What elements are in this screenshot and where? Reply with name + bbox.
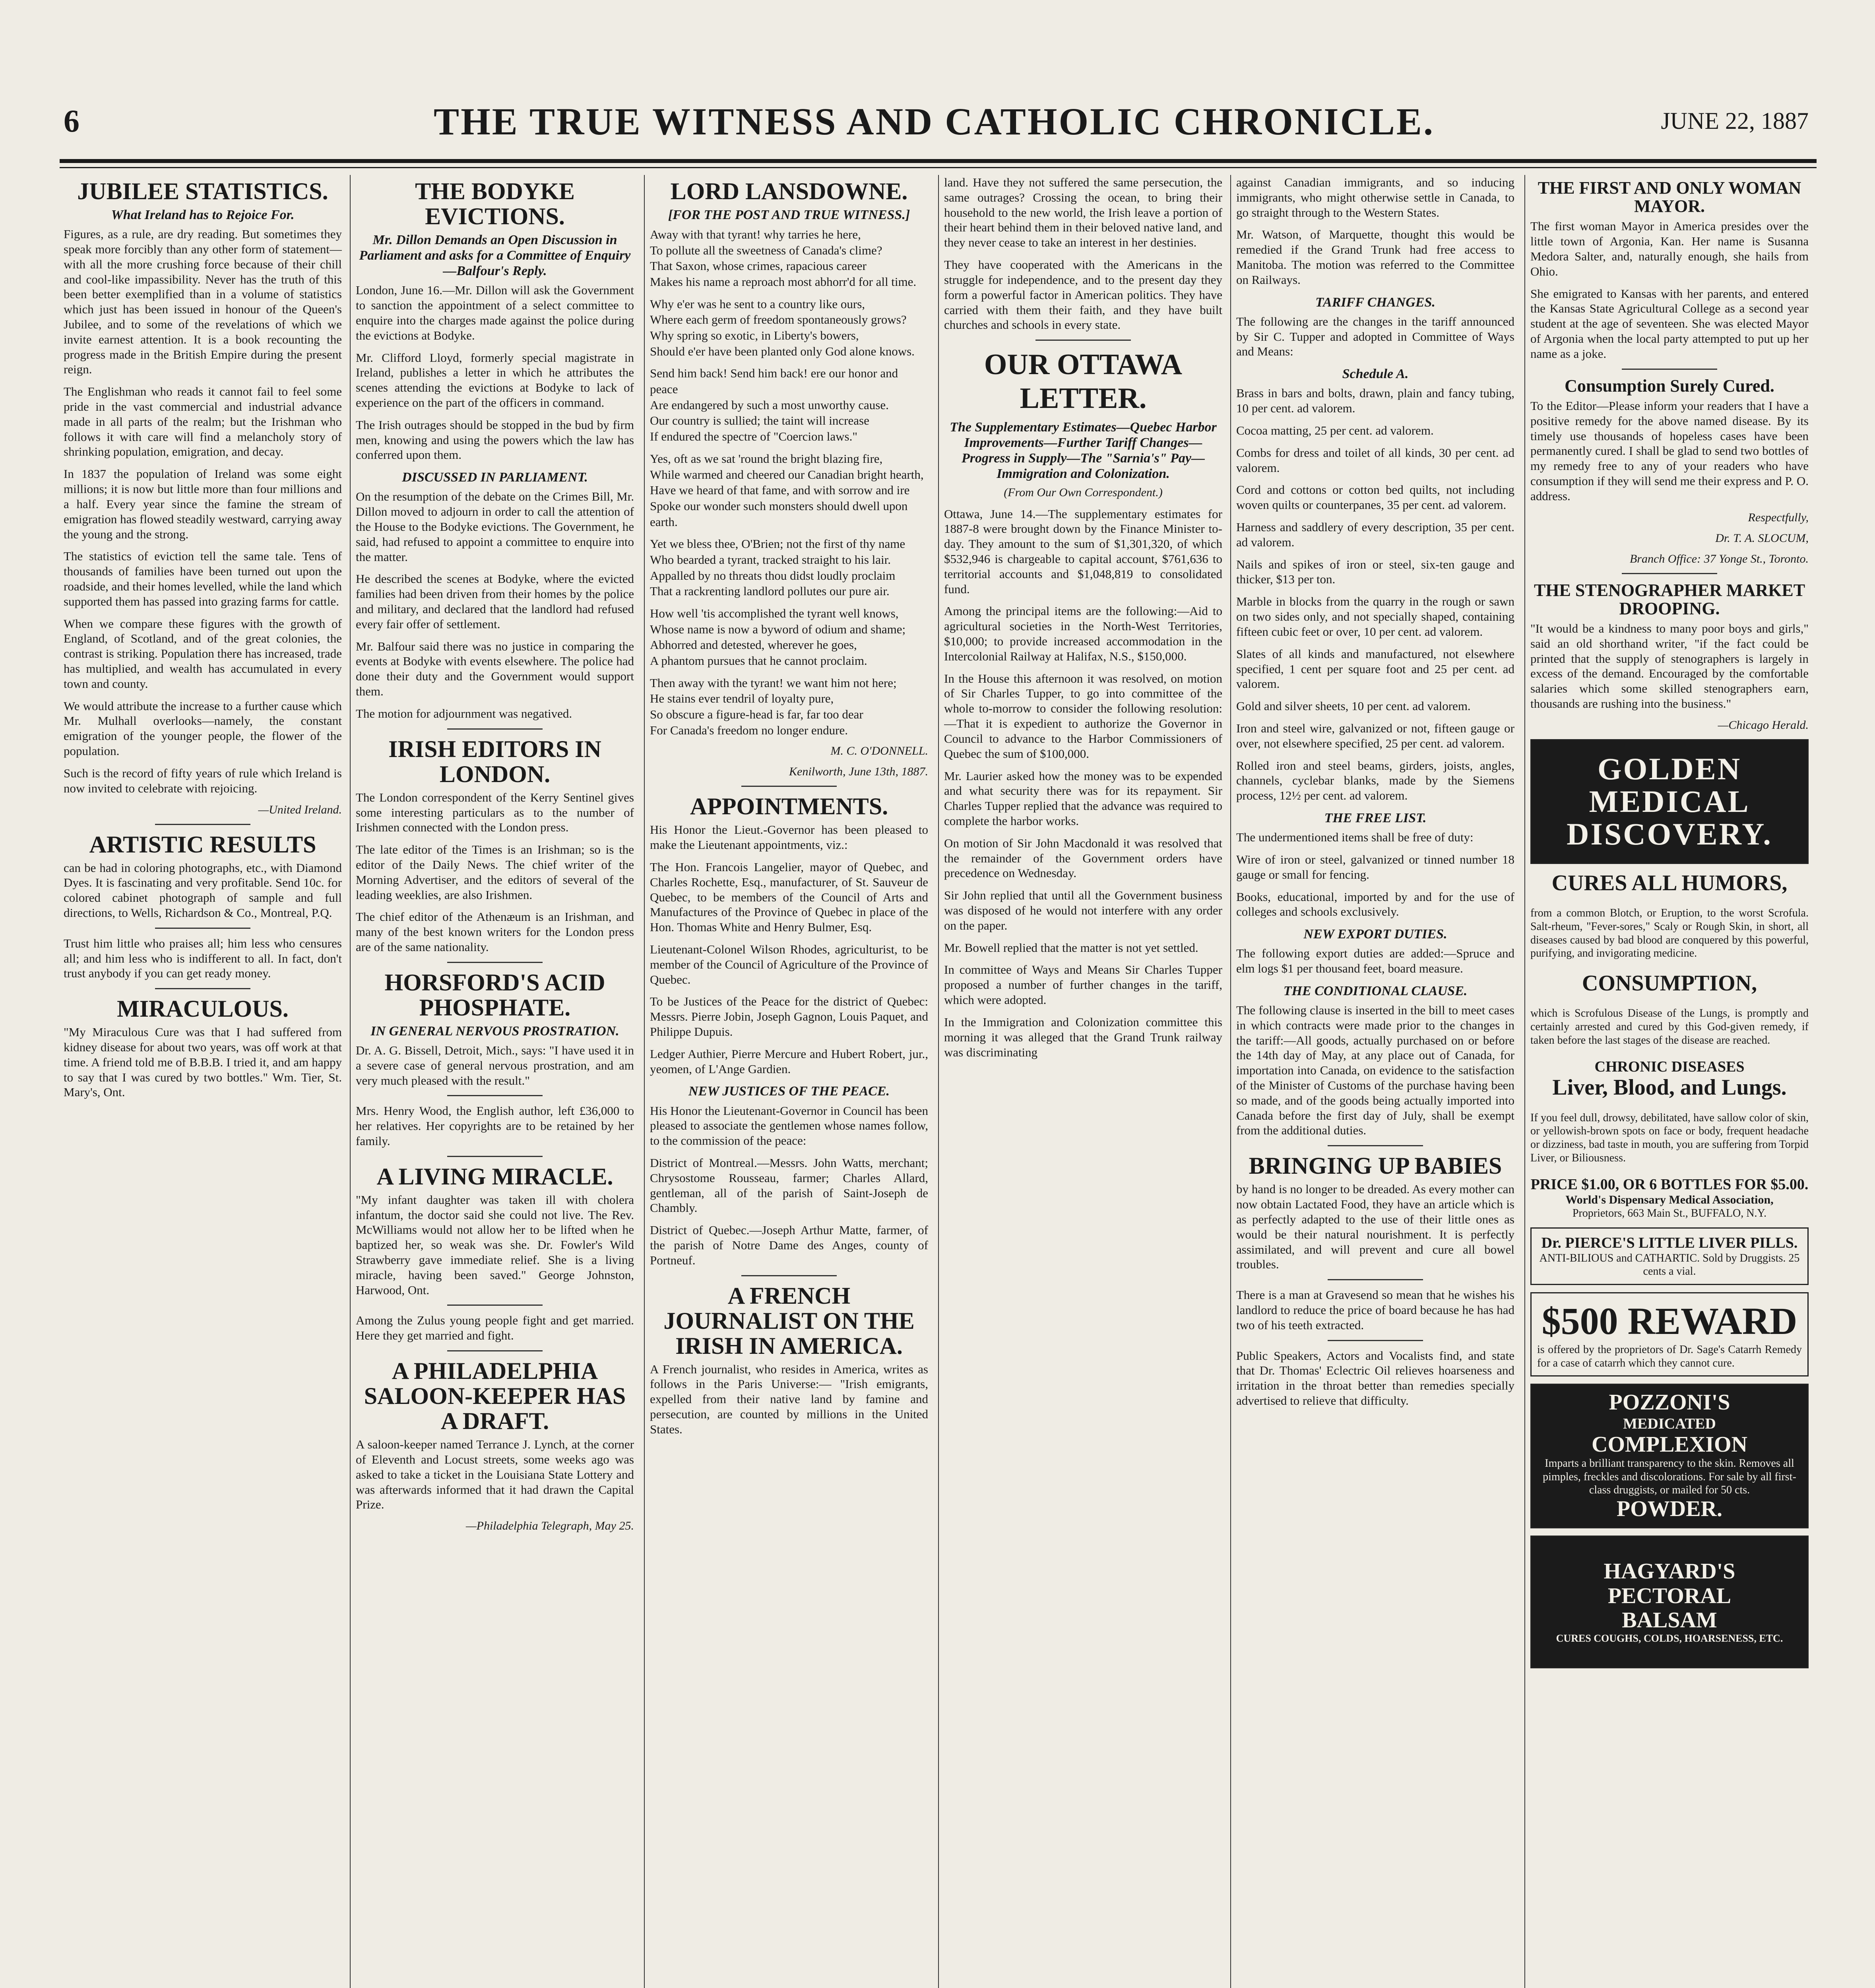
article-paragraph: The statistics of eviction tell the same tale. Tens of thousands of families have been turned out upon the roadside, and their homes levelled, while the land which supported them has passed into grazing farms for cattle. (64, 549, 342, 608)
article-paragraph: When we compare these figures with the growth of England, of Scotland, and of the great colonies, the contrast is striking. Population there has increased, trade has multiplied, and wealth has accumulated in every town and county. (64, 616, 342, 691)
poem-stanza: Then away with the tyrant! we want him not here; He stains ever tendril of loyalty pure, So obscure a figure-head is far, far too dear For Canada's freedom no longer endure. (650, 676, 897, 737)
article-subhead: [FOR THE POST AND TRUE WITNESS.] (668, 208, 910, 222)
column-rule (1524, 175, 1525, 1988)
article-paragraph: In the House this afternoon it was resolved, on motion of Sir Charles Tupper, to go into committee of the whole to-morrow to consider the following resolution:—That it is expedient to authorize the Governor in Council to advance to the Harbor Commissioners of Quebec the sum of $100,000. (944, 671, 1222, 761)
article-paragraph: The first woman Mayor in America presides over the little town of Argonia, Kan. Her name is Susanna Medora Salter, and, naturally enough, she hails from Ohio. (1530, 219, 1809, 278)
ad-text: which is Scrofulous Disease of the Lungs, is promptly and certainly arrested and cured by this God-given remedy, if taken before the last stages of the disease are reached. (1530, 1007, 1809, 1046)
section-heading: NEW EXPORT DUTIES. (1303, 927, 1447, 942)
article-paragraph: London, June 16.—Mr. Dillon will ask the Government to sanction the appointment of a select committee to enquire into the charges made against the police during the evictions at Bodyke. (356, 283, 634, 342)
ad-text: Imparts a brilliant transparency to the skin. Removes all pimples, freckles and discolorations. For sale by all first-class druggists, or mailed for 50 cts. (1543, 1457, 1796, 1497)
section-heading: DISCUSSED IN PARLIAMENT. (402, 470, 588, 485)
article-paragraph: Books, educational, imported by and for the use of colleges and schools exclusively. (1236, 889, 1514, 919)
section-heading: THE CONDITIONAL CLAUSE. (1283, 983, 1468, 998)
article-source: —United Ireland. (258, 803, 342, 816)
section-heading: NEW JUSTICES OF THE PEACE. (688, 1084, 890, 1099)
article-paragraph: They have cooperated with the Americans in the struggle for independence, and to the present day they form a powerful factor in American politics. They have carried with them their faith, and they have built churches and schools in every state. (944, 258, 1222, 332)
page-number: 6 (64, 104, 79, 139)
article-headline: APPOINTMENTS. (690, 793, 888, 820)
article-headline: ARTISTIC RESULTS (89, 831, 316, 858)
ad-title-line: HAGYARD'S (1604, 1559, 1735, 1584)
poem-stanza: Why e'er was he sent to a country like ours, Where each germ of freedom spontaneously grows? Why spring so exotic, in Liberty's bowers, Should e'er have been planted only God alone knows. (650, 297, 915, 358)
article-headline: IRISH EDITORS IN LONDON. (388, 736, 601, 787)
article-headline: BRINGING UP BABIES (1249, 1153, 1502, 1179)
article-paragraph: His Honor the Lieutenant-Governor in Council has been pleased to associate the gentlemen whose names follow, to the commission of the peace: (650, 1103, 928, 1148)
article-paragraph: land. Have they not suffered the same persecution, the same outrages? Crossing the ocean, to bring their household to the new world, the Irish leave a portion of their heart behind them in their beloved native land, and they never cease to take an interest in her destinies. (944, 175, 1222, 250)
hagyard-balsam-ad (1530, 1536, 1809, 1668)
divider (447, 1305, 543, 1306)
article-paragraph: Mr. Clifford Lloyd, formerly special magistrate in Ireland, publishes a letter in which he attributes the scenes attending the evictions at Bodyke to lack of experience on the part of the officers in command. (356, 350, 634, 410)
ad-title-line: MEDICAL (1589, 784, 1750, 819)
article-headline: A FRENCH JOURNALIST ON THE IRISH IN AMERICA. (663, 1282, 915, 1359)
article-subhead: IN GENERAL NERVOUS PROSTRATION. (370, 1023, 619, 1039)
article-paragraph: There is a man at Gravesend so mean that he wishes his landlord to reduce the price of board because he has had two of his teeth extracted. (1236, 1288, 1514, 1332)
article-source: —Chicago Herald. (1718, 718, 1809, 732)
article-paragraph: Mr. Balfour said there was no justice in comparing the events at Bodyke with events elsewhere. The police had done their duty and the Government would support them. (356, 639, 634, 699)
issue-date: JUNE 22, 1887 (1661, 108, 1809, 134)
signature-line: Dr. T. A. SLOCUM, (1715, 531, 1809, 545)
divider (1622, 369, 1717, 370)
article-headline: THE FIRST AND ONLY WOMAN MAYOR. (1538, 178, 1801, 216)
article-headline: MIRACULOUS. (117, 996, 289, 1022)
signature-line: Branch Office: 37 Yonge St., Toronto. (1629, 552, 1809, 565)
column-rule (938, 175, 939, 1988)
article-paragraph: The Englishman who reads it cannot fail to feel some pride in the vast commercial and industrial advance made in all parts of the realm; but the Irishman who follows it with care will find a melancholy story of shrinking population, emigration, and decay. (64, 384, 342, 459)
ad-title-line: BALSAM (1622, 1608, 1717, 1633)
divider (155, 824, 250, 825)
tariff-item: Harness and saddlery of every description, 35 per cent. ad valorem. (1236, 520, 1514, 549)
masthead-rule-thin (60, 167, 1817, 168)
article-paragraph: Ottawa, June 14.—The supplementary estimates for 1887-8 were brought down by the Finance Minister to-day. They amount to the sum of $1,301,320, of which $532,946 is chargeable to capital account, $761,636 to territorial accounts and $1,048,819 to consolidated fund. (944, 507, 1222, 596)
ad-headline: CURES ALL HUMORS, (1551, 870, 1788, 895)
divider (155, 988, 250, 989)
article-paragraph: The London correspondent of the Kerry Sentinel gives some interesting particulars as to the number of Irishmen connected with the London press. (356, 790, 634, 835)
article-paragraph: Lieutenant-Colonel Wilson Rhodes, agriculturist, to be member of the Council of Agriculture of the Province of Quebec. (650, 942, 928, 986)
article-paragraph: Public Speakers, Actors and Vocalists find, and state that Dr. Thomas' Eclectric Oil relieves hoarseness and irritation in the throat better than remedies specially advertised to relieve that difficulty. (1236, 1348, 1514, 1408)
schedule-title: Schedule A. (1342, 367, 1409, 382)
article-paragraph: Sir John replied that until all the Government business was disposed of he would not interfere with any order on the paper. (944, 888, 1222, 932)
ad-text: ANTI-BILIOUS and CATHARTIC. Sold by Druggists. 25 cents a vial. (1539, 1252, 1800, 1278)
ad-address: Proprietors, 663 Main St., BUFFALO, N.Y. (1572, 1207, 1767, 1220)
article-paragraph: In committee of Ways and Means Sir Charles Tupper proposed a number of further changes in the tariff, which were adopted. (944, 963, 1222, 1007)
ad-headline: Dr. PIERCE'S LITTLE LIVER PILLS. (1541, 1234, 1798, 1251)
ad-price: PRICE $1.00, OR 6 BOTTLES FOR $5.00. (1530, 1176, 1809, 1193)
divider (447, 962, 543, 963)
ad-text: is offered by the proprietors of Dr. Sage's Catarrh Remedy for a case of catarrh which they cannot cure. (1537, 1343, 1802, 1369)
ad-title-line: POZZONI'S (1609, 1390, 1730, 1415)
ad-footer: World's Dispensary Medical Association, (1565, 1193, 1774, 1207)
reward-ad (1530, 1292, 1809, 1376)
column-rule (350, 175, 351, 1988)
ad-headline: CONSUMPTION, (1582, 971, 1757, 996)
article-paragraph: Wire of iron or steel, galvanized or tinned number 18 gauge or small for fencing. (1236, 852, 1514, 881)
article-paragraph: In the Immigration and Colonization committee this morning it was alleged that the Grand Trunk railway was discriminating (944, 1015, 1222, 1059)
article-paragraph: He described the scenes at Bodyke, where the evicted families had been driven from their homes by the police and military, and declared that the landlord had refused every fair offer of settlement. (356, 572, 634, 631)
article-paragraph: The motion for adjournment was negatived. (356, 706, 572, 720)
column-6 (1530, 175, 1809, 1988)
article-paragraph: "It would be a kindness to many poor boys and girls," said an old shorthand writer, "if the fact could be printed that the supply of stenographers is largely in excess of the demand. Encouraged by the comfortable salaries which some skilled stenographers earn, thousands are rushing into the business." (1530, 621, 1809, 711)
article-paragraph: The following clause is inserted in the bill to meet cases in which contracts were made prior to the changes in the tariff:—All goods, actually purchased on or before the 14th day of May, at any place out of Canada, for importation into Canada, on evidence to the satisfaction of the Minister of Customs of the purchase having been so made, and of the goods being actually imported into Canada before the first day of July, shall be exempt from the additional duties. (1236, 1003, 1514, 1138)
article-paragraph: On the resumption of the debate on the Crimes Bill, Mr. Dillon moved to adjourn in order to call the attention of the House to the Bodyke evictions. The Government, he said, had refused to appoint a committee to enquire into the matter. (356, 489, 634, 564)
article-paragraph: Among the Zulus young people fight and get married. Here they get married and fight. (356, 1313, 634, 1343)
ad-text: CURES COUGHS, COLDS, HOARSENESS, ETC. (1556, 1632, 1783, 1644)
article-headline: THE BODYKE EVICTIONS. (415, 178, 575, 229)
article-paragraph: A saloon-keeper named Terrance J. Lynch, at the corner of Eleventh and Locust streets, some weeks ago was asked to take a ticket in the Louisiana State Lottery and was afterwards informed that it had drawn the Capital Prize. (356, 1437, 634, 1512)
pierce-pills-ad (1530, 1227, 1809, 1285)
article-paragraph: Dr. A. G. Bissell, Detroit, Mich., says: "I have used it in a severe case of general nervous prostration, and am very much pleased with the result." (356, 1043, 634, 1087)
divider (1035, 340, 1131, 341)
divider (741, 1275, 837, 1276)
article-dateline: (From Our Own Correspondent.) (1004, 485, 1163, 499)
article-headline: A LIVING MIRACLE. (376, 1163, 613, 1190)
tariff-item: Combs for dress and toilet of all kinds, 30 per cent. ad valorem. (1236, 445, 1514, 475)
pozzoni-powder-ad (1530, 1384, 1809, 1528)
article-headline: OUR OTTAWA LETTER. (984, 348, 1183, 415)
masthead-rule (60, 159, 1817, 163)
divider (1328, 1145, 1423, 1146)
poem-stanza: Yet we bless thee, O'Brien; not the first of thy name Who bearded a tyrant, tracked straight to his lair. Appalled by no threats thou didst loudly proclaim That a rackrenting landlord pollutes our pure air. (650, 537, 906, 598)
article-source: —Philadelphia Telegraph, May 25. (465, 1519, 634, 1533)
tariff-item: Cocoa matting, 25 per cent. ad valorem. (1236, 423, 1434, 437)
divider (155, 928, 250, 929)
article-paragraph: "My Miraculous Cure was that I had suffered from kidney disease for about two years, was off work at that time. A friend told me of B.B.B. I tried it, and am happy to say that I was cured by two bottles." Wm. Tier, St. Mary's, Ont. (64, 1025, 342, 1099)
poem-place: Kenilworth, June 13th, 1887. (789, 765, 928, 779)
article-paragraph: Mr. Laurier asked how the money was to be expended and what security there was for its repayment. Sir Charles Tupper replied that the advance was required to complete the harbor works. (944, 769, 1222, 828)
article-paragraph: can be had in coloring photographs, etc., with Diamond Dyes. It is fascinating and very profitable. Send 10c. for colored cabinet photograph of sample and full directions, to Wells, Richardson & Co., Montreal, P.Q. (64, 860, 342, 920)
article-paragraph: The following export duties are added:—Spruce and elm logs $1 per thousand feet, board measure. (1236, 946, 1514, 976)
article-paragraph: District of Montreal.—Messrs. John Watts, merchant; Chrysostome Rousseau, farmer; Charles Allard, gentleman, all of the parish of Saint-Joseph de Chambly. (650, 1155, 928, 1215)
ad-text: If you feel dull, drowsy, debilitated, have sallow color of skin, or yellowish-brown spots on face or body, frequent headache or dizziness, bad taste in mouth, you are suffering from Torpid Liver, or Biliousness. (1530, 1111, 1809, 1164)
section-heading: THE FREE LIST. (1324, 811, 1427, 825)
article-paragraph: We would attribute the increase to a further cause which Mr. Mulhall overlooks—namely, the constant emigration of the younger people, the flower of the population. (64, 699, 342, 758)
section-heading: TARIFF CHANGES. (1315, 295, 1435, 310)
column-2 (356, 175, 634, 1988)
article-paragraph: To be Justices of the Peace for the district of Quebec: Messrs. Pierre Jobin, Joseph Gagnon, Louis Paquet, and Philippe Dupuis. (650, 994, 928, 1039)
column-rule (644, 175, 645, 1988)
article-paragraph: The Hon. Francois Langelier, mayor of Quebec, and Charles Rochette, Esq., manufacturer, of St. Sauveur de Quebec, to be members of the Council of Arts and Manufactures of the Province of Quebec in place of the Hon. Thomas White and Henry Bulmer, Esq. (650, 860, 928, 934)
ad-title-line: GOLDEN (1597, 751, 1742, 786)
tariff-item: Iron and steel wire, galvanized or not, fifteen gauge or over, not elsewhere specified, 25 per cent. ad valorem. (1236, 721, 1514, 750)
golden-medical-discovery-ad (1530, 739, 1809, 864)
article-paragraph: The undermentioned items shall be free of duty: (1236, 830, 1474, 845)
divider (741, 786, 837, 787)
poem-stanza: Away with that tyrant! why tarries he here, To pollute all the sweetness of Canada's clime? That Saxon, whose crimes, rapacious career Makes his name a reproach most abhorr'd for all time. (650, 227, 917, 289)
column-5 (1236, 175, 1514, 1988)
article-headline: Consumption Surely Cured. (1565, 376, 1774, 396)
column-4 (944, 175, 1222, 1988)
divider (447, 1095, 543, 1096)
tariff-item: Nails and spikes of iron or steel, six-ten gauge and thicker, $13 per ton. (1236, 557, 1514, 586)
article-paragraph: Figures, as a rule, are dry reading. But sometimes they speak more forcibly than any other form of statement—with all the more crushing force because of their chill and cool-like impassibility. Never has the truth of this been better exemplified than in a volume of statistics which just has been issued in honour of the Queen's Jubilee, and to some of the revelations of which we invite earnest attention. It is a book recounting the progress made in the British Empire during the present reign. (64, 227, 342, 377)
divider (1328, 1340, 1423, 1341)
article-paragraph: Such is the record of fifty years of rule which Ireland is now invited to celebrate with rejoicing. (64, 766, 342, 795)
article-paragraph: To the Editor—Please inform your readers that I have a positive remedy for the above named disease. By its timely use thousands of hopeless cases have been permanently cured. I shall be glad to send two bottles of my remedy free to any of your readers who have consumption if they will send me their express and P. O. address. (1530, 398, 1809, 503)
article-paragraph: She emigrated to Kansas with her parents, and entered the Kansas State Agricultural College as a second year student at the age of seventeen. She was elected Mayor of Argonia when the local party attempted to put up her name as a joke. (1530, 286, 1809, 361)
ad-text: from a common Blotch, or Eruption, to the worst Scrofula. Salt-rheum, "Fever-sores," Scaly or Rough Skin, in short, all diseases caused by bad blood are conquered by this powerful, purifying, and invigorating medicine. (1530, 907, 1809, 960)
poem-stanza: How well 'tis accomplished the tyrant well knows, Whose name is now a byword of odium and shame; Abhorred and detested, wherever he goes, A phantom pursues that he cannot proclaim. (650, 606, 906, 668)
article-paragraph: Mr. Watson, of Marquette, thought this would be remedied if the Grand Trunk had free access to Manitoba. The motion was referred to the Committee on Railways. (1236, 227, 1514, 287)
masthead (60, 91, 1817, 155)
ad-title-line: DISCOVERY. (1567, 816, 1772, 851)
column-3 (650, 175, 928, 1988)
article-headline: A PHILADELPHIA SALOON-KEEPER HAS A DRAFT. (364, 1358, 626, 1435)
tariff-item: Rolled iron and steel beams, girders, joists, angles, channels, cyclebar blanks, made by the Siemens process, 12½ per cent. ad valorem. (1236, 758, 1514, 803)
paper-title: THE TRUE WITNESS AND CATHOLIC CHRONICLE. (434, 100, 1435, 143)
divider (1622, 573, 1717, 574)
article-paragraph: against Canadian immigrants, and so inducing immigrants, who might otherwise settle in Canada, to go straight through to the Western States. (1236, 175, 1514, 219)
column-rule (1230, 175, 1231, 1988)
article-paragraph: The following are the changes in the tariff announced by Sir C. Tupper and adopted in Committee of Ways and Means: (1236, 314, 1514, 359)
article-paragraph: by hand is no longer to be dreaded. As every mother can now obtain Lactated Food, they have an article which is as perfectly adapted to the use of their little ones as would be their natural nourishment. It is perfectly assimilated, and will prevent and cure all bowel troubles. (1236, 1182, 1514, 1272)
ad-title-line: PECTORAL (1607, 1583, 1732, 1608)
article-paragraph: A French journalist, who resides in America, writes as follows in the Paris Universe:— "Irish emigrants, expelled from their native land by famine and persecution, are counted by millions in the United States. (650, 1362, 928, 1436)
article-headline: THE STENOGRAPHER MARKET DROOPING. (1534, 580, 1805, 618)
tariff-item: Slates of all kinds and manufactured, not elsewhere specified, 1 cent per square foot and 25 per cent. ad valorem. (1236, 646, 1514, 691)
column-1 (64, 175, 342, 1988)
article-paragraph: District of Quebec.—Joseph Arthur Matte, farmer, of the parish of Notre Dame des Anges, county of Portneuf. (650, 1223, 928, 1267)
article-paragraph: "My infant daughter was taken ill with cholera infantum, the doctor said she could not live. The Rev. McWilliams would not allow her to be lifted when he baptized her, so weak was she. Dr. Fowler's Wild Strawberry gave immediate relief. She is a living miracle, having been saved." George Johnston, Harwood, Ont. (356, 1192, 634, 1297)
ad-headline: CHRONIC DISEASES (1594, 1058, 1745, 1076)
article-paragraph: Among the principal items are the following:—Aid to agricultural societies in the North-West Territories, $10,000; to provide increased accommodation in the Intercolonial Railway at Halifax, N.S., $150,000. (944, 604, 1222, 663)
article-subhead: The Supplementary Estimates—Quebec Harbor Improvements—Further Tariff Changes—Progress in Supply—The "Sarnia's" Pay—Immigration and Colonization. (950, 420, 1217, 481)
poem-stanza: Yes, oft as we sat 'round the bright blazing fire, While warmed and cheered our Canadian bright hearth, Have we heard of that fame, and with sorrow and ire Spoke our wonder such monsters should dwell upon earth. (650, 451, 924, 529)
article-paragraph: On motion of Sir John Macdonald it was resolved that the remainder of the Government orders have precedence on Wednesday. (944, 836, 1222, 880)
article-subhead: What Ireland has to Rejoice For. (111, 208, 295, 222)
tariff-item: Cord and cottons or cotton bed quilts, not including woven quilts or counterpanes, 35 per cent. ad valorem. (1236, 483, 1514, 512)
article-paragraph: Mrs. Henry Wood, the English author, left £36,000 to her relatives. Her copyrights are to be retained by her family. (356, 1104, 634, 1148)
article-paragraph: In 1837 the population of Ireland was some eight millions; it is now but little more than four millions and a half. Every year since the famine the stream of emigration has flowed steadily westward, carrying away the young and the strong. (64, 467, 342, 541)
article-paragraph: His Honor the Lieut.-Governor has been pleased to make the Lieutenant appointments, viz.: (650, 823, 928, 852)
article-headline: LORD LANSDOWNE. (670, 178, 908, 204)
ad-title-line: MEDICATED (1623, 1415, 1716, 1432)
signature-line: Respectfully, (1748, 511, 1809, 524)
tariff-item: Gold and silver sheets, 10 per cent. ad valorem. (1236, 699, 1471, 713)
article-subhead: Mr. Dillon Demands an Open Discussion in Parliament and asks for a Committee of Enquiry—Balfour's Reply. (359, 233, 631, 279)
ad-headline: Liver, Blood, and Lungs. (1552, 1075, 1787, 1100)
ad-title-line: COMPLEXION (1592, 1432, 1747, 1457)
article-paragraph: Trust him little who praises all; him less who censures all; and him less who is indifferent to all. In fact, don't trust anybody if you can get ready money. (64, 936, 342, 980)
ad-title-line: POWDER. (1617, 1497, 1722, 1522)
article-paragraph: Ledger Authier, Pierre Mercure and Hubert Robert, jur., yeomen, of L'Ange Gardien. (650, 1046, 928, 1076)
article-paragraph: The chief editor of the Athenæum is an Irishman, and many of the best known writers for the London press are of the same nationality. (356, 910, 634, 954)
tariff-item: Brass in bars and bolts, drawn, plain and fancy tubing, 10 per cent. ad valorem. (1236, 386, 1514, 415)
divider (447, 1350, 543, 1351)
poem-author: M. C. O'DONNELL. (830, 744, 928, 758)
divider (447, 728, 543, 730)
article-headline: HORSFORD'S ACID PHOSPHATE. (384, 969, 605, 1021)
article-paragraph: Mr. Bowell replied that the matter is not yet settled. (944, 940, 1198, 955)
article-headline: JUBILEE STATISTICS. (77, 178, 328, 204)
divider (1328, 1279, 1423, 1280)
poem-stanza: Send him back! Send him back! ere our honor and peace Are endangered by such a most unworthy cause. Our country is sullied; the taint will increase If endured the spectre of "Coercion laws." (650, 366, 898, 444)
article-paragraph: The late editor of the Times is an Irishman; so is the editor of the Daily News. The chief writer of the Morning Advertiser, and the editors of several of the leading weeklies, are also Irishmen. (356, 843, 634, 902)
article-paragraph: The Irish outrages should be stopped in the bud by firm men, knowing and using the powers which the law has conferred upon them. (356, 417, 634, 462)
ad-headline: $500 REWARD (1541, 1299, 1797, 1342)
divider (447, 1156, 543, 1157)
tariff-item: Marble in blocks from the quarry in the rough or sawn on two sides only, and not specially shaped, containing fifteen cubic feet or over, 10 per cent. ad valorem. (1236, 594, 1514, 639)
